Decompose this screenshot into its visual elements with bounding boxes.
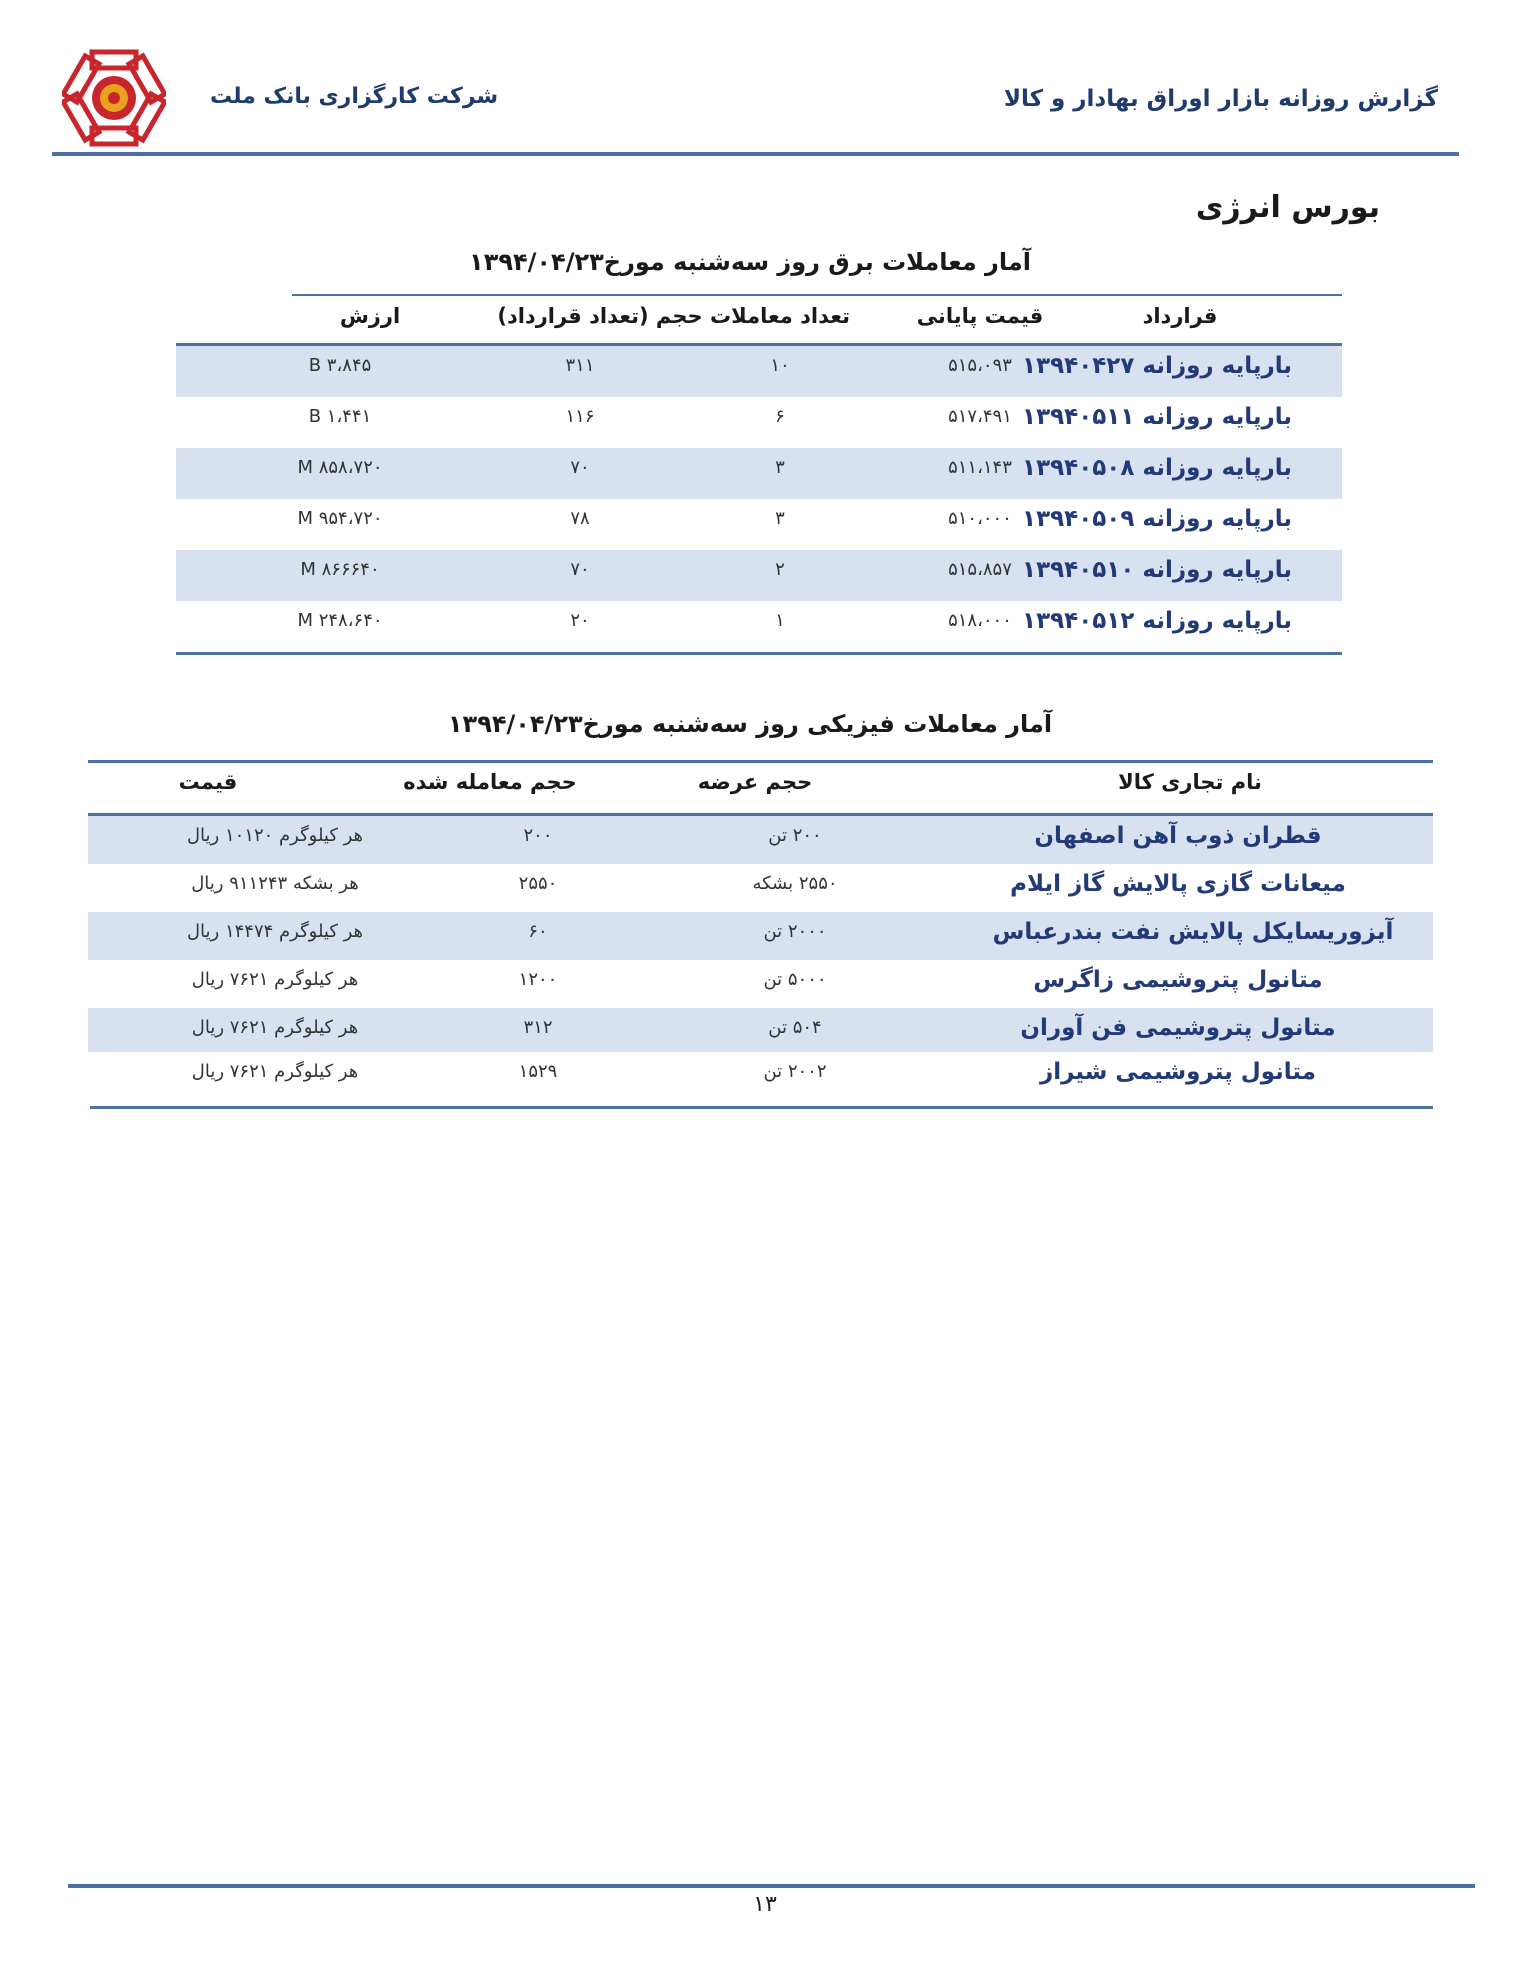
value: ۳،۸۴۵ B [308, 355, 372, 376]
contract-name: بارپایه روزانه ۱۳۹۴۰۵۱۱ [1022, 404, 1292, 430]
commodity-name: متانول پتروشیمی فن آوران [1020, 1015, 1336, 1041]
price: هر کیلوگرم ۷۶۲۱ ریال [191, 969, 359, 990]
price: هر بشکه ۹۱۱۲۴۳ ریال [191, 873, 359, 894]
table-row [88, 1008, 1433, 1052]
contract-name: بارپایه روزانه ۱۳۹۴۰۵۱۰ [1022, 557, 1292, 583]
final-price: ۵۱۷،۴۹۱ [948, 406, 1012, 427]
table-row [176, 550, 1342, 601]
traded-volume: ۱۲۰۰ [518, 969, 558, 990]
value: ۲۴۸،۶۴۰ M [297, 610, 383, 631]
header-divider [52, 152, 1459, 156]
table-row [88, 912, 1433, 960]
table-row [88, 816, 1433, 864]
value: ۸۶۶۶۴۰ M [300, 559, 380, 580]
offer-volume: ۲۵۵۰ بشکه [752, 873, 838, 894]
table-row [176, 346, 1342, 397]
volume: ۷۰ [570, 457, 590, 478]
volume: ۷۰ [570, 559, 590, 580]
trades-count: ۶ [775, 406, 785, 427]
table-row [88, 864, 1433, 912]
table-row [176, 499, 1342, 550]
final-price: ۵۱۰،۰۰۰ [948, 508, 1012, 529]
column-header-offer-volume: حجم عرضه [697, 770, 813, 794]
trades-count: ۱ [775, 610, 785, 631]
price: هر کیلوگرم ۷۶۲۱ ریال [191, 1017, 359, 1038]
volume: ۲۰ [570, 610, 590, 631]
traded-volume: ۳۱۲ [523, 1017, 553, 1038]
price: هر کیلوگرم ۱۴۴۷۴ ریال [186, 921, 364, 942]
volume: ۳۱۱ [565, 355, 595, 376]
table-row [176, 397, 1342, 448]
table-row [176, 448, 1342, 499]
price: هر کیلوگرم ۷۶۲۱ ریال [191, 1061, 359, 1082]
offer-volume: ۵۰۰۰ تن [763, 969, 827, 990]
table-row [176, 601, 1342, 652]
column-header-final-price: قیمت پایانی [916, 304, 1044, 328]
trades-count: ۳ [775, 457, 785, 478]
commodity-name: میعانات گازی پالایش گاز ایلام [1010, 871, 1346, 897]
electricity-table-title: آمار معاملات برق روز سه‌شنبه مورخ۱۳۹۴/۰۴/۲۳ [469, 248, 1031, 276]
offer-volume: ۲۰۰۰ تن [763, 921, 827, 942]
price: هر کیلوگرم ۱۰۱۲۰ ریال [186, 825, 364, 846]
column-header-volume: حجم (تعداد قرارداد) [497, 304, 703, 328]
volume: ۷۸ [570, 508, 590, 529]
trades-count: ۱۰ [770, 355, 790, 376]
column-header-trades: تعداد معاملات [710, 304, 850, 328]
traded-volume: ۲۰۰ [523, 825, 553, 846]
commodity-name: متانول پتروشیمی شیراز [1039, 1059, 1317, 1085]
table-divider [88, 760, 1433, 763]
table-row [88, 960, 1433, 1008]
trades-count: ۳ [775, 508, 785, 529]
contract-name: بارپایه روزانه ۱۳۹۴۰۵۰۹ [1022, 506, 1292, 532]
table-divider [90, 1106, 1433, 1109]
traded-volume: ۱۵۲۹ [518, 1061, 558, 1082]
traded-volume: ۶۰ [528, 921, 548, 942]
section-title: بورس انرژی [1195, 190, 1380, 225]
final-price: ۵۱۵،۸۵۷ [948, 559, 1012, 580]
table-divider [176, 652, 1342, 655]
offer-volume: ۵۰۴ تن [768, 1017, 822, 1038]
offer-volume: ۲۰۰۲ تن [763, 1061, 827, 1082]
trades-count: ۲ [775, 559, 785, 580]
traded-volume: ۲۵۵۰ [518, 873, 558, 894]
commodity-name: آیزوریسایکل پالایش نفت بندرعباس [992, 919, 1394, 945]
commodity-name: متانول پتروشیمی زاگرس [1033, 967, 1323, 993]
volume: ۱۱۶ [565, 406, 595, 427]
company-name: شرکت کارگزاری بانک ملت [210, 84, 499, 109]
final-price: ۵۱۵،۰۹۳ [948, 355, 1012, 376]
value: ۱،۴۴۱ B [308, 406, 372, 427]
page-number: ۱۳ [753, 1892, 777, 1917]
column-header-commodity: نام تجاری کالا [1118, 770, 1262, 794]
final-price: ۵۱۸،۰۰۰ [948, 610, 1012, 631]
contract-name: بارپایه روزانه ۱۳۹۴۰۴۲۷ [1022, 353, 1292, 379]
report-title: گزارش روزانه بازار اوراق بهادار و کالا [1003, 86, 1438, 112]
value: ۹۵۴،۷۲۰ M [297, 508, 383, 529]
offer-volume: ۲۰۰ تن [768, 825, 822, 846]
contract-name: بارپایه روزانه ۱۳۹۴۰۵۰۸ [1022, 455, 1292, 481]
company-logo [62, 46, 166, 150]
column-header-traded-volume: حجم معامله شده [403, 770, 577, 794]
table-row [88, 1052, 1433, 1100]
column-header-price: قیمت [178, 770, 238, 794]
final-price: ۵۱۱،۱۴۳ [948, 457, 1012, 478]
physical-table-title: آمار معاملات فیزیکی روز سه‌شنبه مورخ۱۳۹۴/۰۴/۲۳ [447, 710, 1053, 738]
bank-mellat-logo-icon [62, 46, 166, 150]
commodity-name: قطران ذوب آهن اصفهان [1034, 823, 1322, 849]
column-header-contract: قرارداد [1142, 304, 1218, 328]
table-divider [292, 294, 1342, 296]
footer-divider [68, 1884, 1475, 1888]
contract-name: بارپایه روزانه ۱۳۹۴۰۵۱۲ [1022, 608, 1292, 634]
column-header-value: ارزش [339, 304, 401, 328]
value: ۸۵۸،۷۲۰ M [297, 457, 383, 478]
